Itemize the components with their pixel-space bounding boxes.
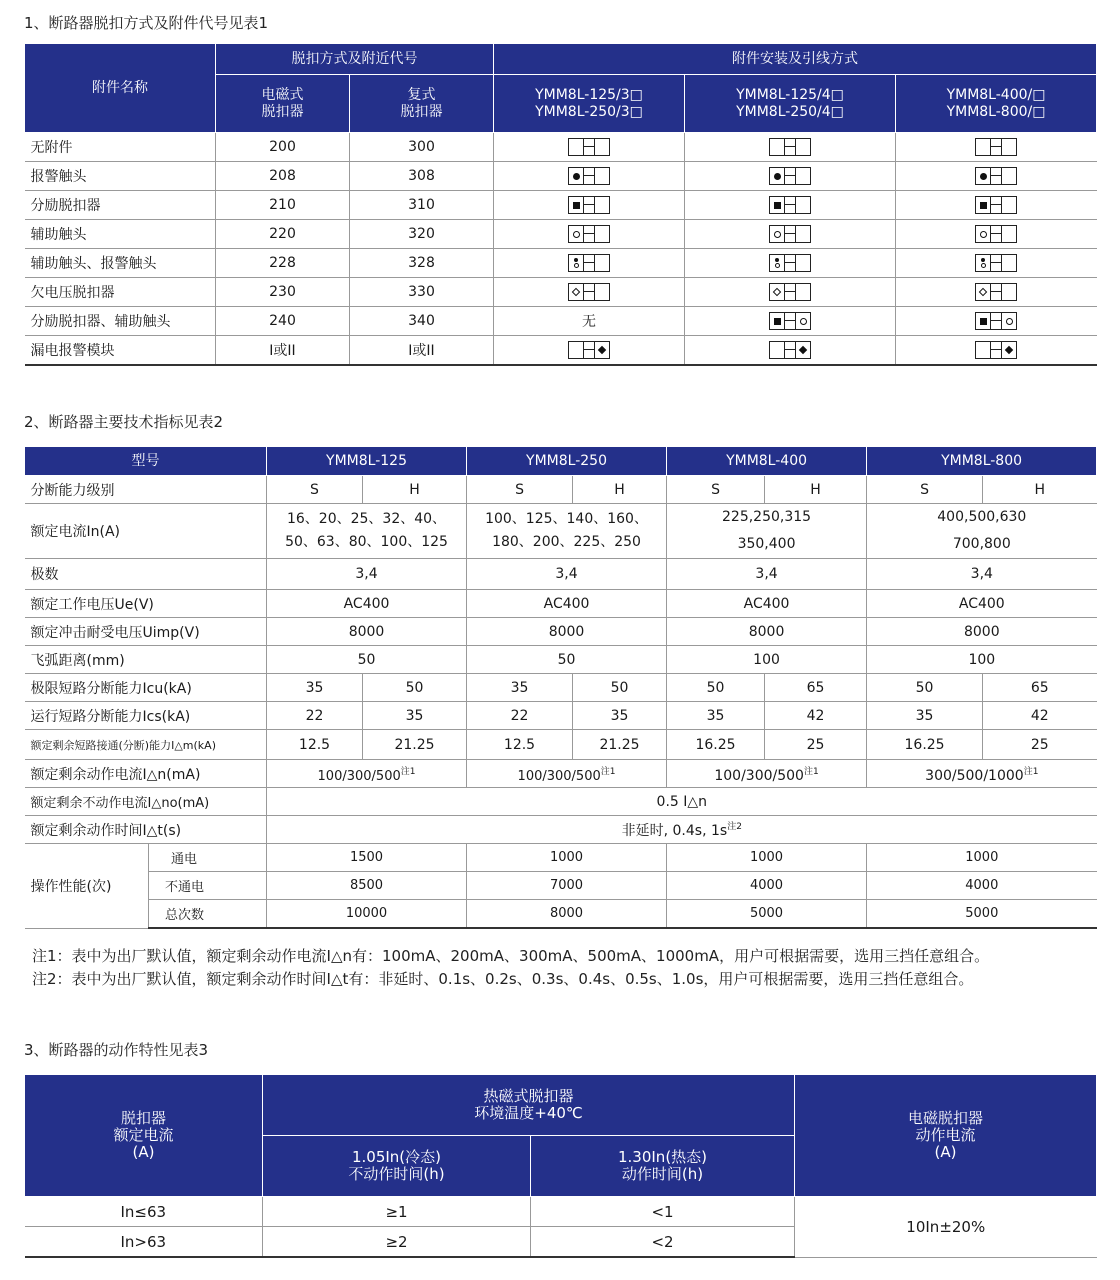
accessory-symbol-auxalarm — [769, 254, 811, 272]
symbol-cell-a — [494, 162, 685, 191]
poles-value: 3,4 — [467, 559, 667, 590]
header-hot: 1.30In(热态) 动作时间(h) — [531, 1136, 795, 1197]
level-h: H — [765, 476, 867, 504]
idm-value: 12.5 — [467, 730, 573, 760]
uimp-label: 额定冲击耐受电压Uimp(V) — [25, 618, 267, 646]
em-code: 208 — [216, 162, 350, 191]
em-code: 210 — [216, 191, 350, 220]
table2-title: 2、断路器主要技术指标见表2 — [24, 413, 224, 431]
technical-spec-table — [24, 446, 1097, 929]
compound-code: 340 — [350, 307, 494, 336]
symbol-cell-b — [685, 133, 896, 162]
idm-value: 16.25 — [867, 730, 983, 760]
header-col-b: YMM8L-125/4□ YMM8L-250/4□ — [685, 75, 896, 133]
breaking-level-label: 分断能力级别 — [25, 476, 267, 504]
idno-label: 额定剩余不动作电流I△no(mA) — [25, 788, 267, 816]
level-h: H — [983, 476, 1097, 504]
header-model: 型号 — [25, 447, 267, 476]
idt-value: 非延时, 0.4s, $1s^{注2}$ — [267, 816, 1097, 844]
uimp-value: 8000 — [267, 618, 467, 646]
symbol-cell-b — [685, 220, 896, 249]
accessory-name: 辅助触头、报警触头 — [25, 249, 216, 278]
range-cell: In>63 — [25, 1227, 263, 1258]
rated-current-400: 225,250,315 350,400 — [667, 504, 867, 559]
poles-label: 极数 — [25, 559, 267, 590]
ops-value: 8000 — [467, 900, 667, 929]
accessory-symbol-alarm — [568, 167, 610, 185]
ics-value: 22 — [267, 702, 363, 730]
table1-title: 1、断路器脱扣方式及附件代号见表1 — [24, 14, 269, 32]
accessory-symbol-under — [769, 283, 811, 301]
cold-cell: ≥2 — [263, 1227, 531, 1258]
accessory-symbol-under — [975, 283, 1017, 301]
idn-value-400: 100/300/500$^{注1}$ — [667, 760, 867, 788]
accessory-symbol-shuntaux — [975, 312, 1017, 330]
header-model-400: YMM8L-400 — [667, 447, 867, 476]
ops-value: 8500 — [267, 872, 467, 900]
arc-value-125: 50 — [267, 646, 467, 674]
range-cell: In≤63 — [25, 1197, 263, 1227]
accessory-symbol-shuntaux — [769, 312, 811, 330]
ops-value: 1000 — [667, 844, 867, 872]
em-code: 230 — [216, 278, 350, 307]
level-h: H — [363, 476, 467, 504]
ops-value: 1000 — [467, 844, 667, 872]
table3-title: 3、断路器的动作特性见表3 — [24, 1041, 209, 1059]
table1-row — [25, 220, 1097, 249]
compound-code: 310 — [350, 191, 494, 220]
symbol-cell-c — [896, 307, 1097, 336]
accessory-code-table — [24, 43, 1097, 366]
none-text: 无 — [582, 314, 596, 330]
action-characteristics-table — [24, 1074, 1097, 1258]
em-code: I或II — [216, 336, 350, 366]
accessory-symbol-blank — [568, 138, 610, 156]
accessory-symbol-shunt — [568, 196, 610, 214]
level-s: S — [867, 476, 983, 504]
em-code: 220 — [216, 220, 350, 249]
accessory-symbol-blank — [769, 138, 811, 156]
ops-value: 4000 — [867, 872, 1097, 900]
accessory-name: 无附件 — [25, 133, 216, 162]
ops-value: 7000 — [467, 872, 667, 900]
rated-current-125: 16、20、25、32、40、 50、63、80、100、125 — [267, 504, 467, 559]
level-h: H — [573, 476, 667, 504]
symbol-cell-a — [494, 191, 685, 220]
header-model-250: YMM8L-250 — [467, 447, 667, 476]
header-electromagnetic: 电磁式 脱扣器 — [216, 75, 350, 133]
ops-value: 5000 — [667, 900, 867, 929]
icu-value: 50 — [573, 674, 667, 702]
uimp-value: 8000 — [667, 618, 867, 646]
idn-label: 额定剩余动作电流I△n(mA) — [25, 760, 267, 788]
compound-code: I或II — [350, 336, 494, 366]
note-2: 注2：表中为出厂默认值，额定剩余动作时间I△t有：非延时、0.1s、0.2s、0.3s、0.4s、0.5s、1.0s，用户可根据需要，选用三挡任意组合。 — [32, 970, 974, 988]
table1-row — [25, 278, 1097, 307]
symbol-cell-a — [494, 278, 685, 307]
icu-value: 50 — [667, 674, 765, 702]
ops-row-label: 总次数 — [149, 900, 267, 929]
symbol-cell-b — [685, 249, 896, 278]
symbol-cell-c — [896, 162, 1097, 191]
icu-value: 50 — [867, 674, 983, 702]
icu-label: 极限短路分断能力Icu(kA) — [25, 674, 267, 702]
accessory-symbol-auxalarm — [568, 254, 610, 272]
idm-value: 25 — [983, 730, 1097, 760]
symbol-cell-a — [494, 307, 685, 336]
ics-value: 42 — [983, 702, 1097, 730]
compound-code: 300 — [350, 133, 494, 162]
symbol-cell-c — [896, 336, 1097, 366]
ics-label: 运行短路分断能力Ics(kA) — [25, 702, 267, 730]
symbol-cell-c — [896, 249, 1097, 278]
accessory-symbol-aux — [568, 225, 610, 243]
accessory-symbol-auxalarm — [975, 254, 1017, 272]
header-thermal: 热磁式脱扣器 环境温度+40℃ — [263, 1075, 795, 1136]
ops-value: 4000 — [667, 872, 867, 900]
symbol-cell-a — [494, 220, 685, 249]
symbol-cell-c — [896, 191, 1097, 220]
ue-value: AC400 — [467, 590, 667, 618]
accessory-name: 分励脱扣器、辅助触头 — [25, 307, 216, 336]
accessory-name: 漏电报警模块 — [25, 336, 216, 366]
symbol-cell-b — [685, 307, 896, 336]
idn-value-250: 100/300/500$^{注1}$ — [467, 760, 667, 788]
idm-value: 25 — [765, 730, 867, 760]
ops-value: 10000 — [267, 900, 467, 929]
icu-value: 35 — [267, 674, 363, 702]
symbol-cell-b — [685, 191, 896, 220]
table2-notes — [32, 945, 989, 991]
accessory-symbol-shunt — [769, 196, 811, 214]
rated-current-800: 400,500,630 700,800 — [867, 504, 1097, 559]
accessory-name: 分励脱扣器 — [25, 191, 216, 220]
symbol-cell-a — [494, 133, 685, 162]
rated-current-250: 100、125、140、160、 180、200、225、250 — [467, 504, 667, 559]
accessory-name: 欠电压脱扣器 — [25, 278, 216, 307]
symbol-cell-b — [685, 162, 896, 191]
level-s: S — [467, 476, 573, 504]
header-compound: 复式 脱扣器 — [350, 75, 494, 133]
ue-label: 额定工作电压Ue(V) — [25, 590, 267, 618]
ops-value: 1500 — [267, 844, 467, 872]
poles-value: 3,4 — [867, 559, 1097, 590]
hot-cell: <2 — [531, 1227, 795, 1258]
accessory-symbol-alarm — [769, 167, 811, 185]
table1-row — [25, 162, 1097, 191]
arc-value-250: 50 — [467, 646, 667, 674]
hot-cell: <1 — [531, 1197, 795, 1227]
symbol-cell-c — [896, 220, 1097, 249]
accessory-symbol-under — [568, 283, 610, 301]
ics-value: 35 — [867, 702, 983, 730]
accessory-symbol-blank — [975, 138, 1017, 156]
em-code: 240 — [216, 307, 350, 336]
accessory-symbol-leak — [568, 341, 610, 359]
accessory-symbol-aux — [975, 225, 1017, 243]
ue-value: AC400 — [267, 590, 467, 618]
idno-value: 0.5 I△n — [267, 788, 1097, 816]
accessory-symbol-leak — [975, 341, 1017, 359]
ops-value: 5000 — [867, 900, 1097, 929]
accessory-symbol-aux — [769, 225, 811, 243]
accessory-symbol-leak — [769, 341, 811, 359]
idm-label: 额定剩余短路接通(分断)能力I△m(kA) — [25, 730, 267, 760]
ops-row-label: 通电 — [149, 844, 267, 872]
level-s: S — [267, 476, 363, 504]
uimp-value: 8000 — [867, 618, 1097, 646]
compound-code: 320 — [350, 220, 494, 249]
symbol-cell-c — [896, 133, 1097, 162]
compound-code: 328 — [350, 249, 494, 278]
icu-value: 65 — [983, 674, 1097, 702]
header-install-group: 附件安装及引线方式 — [494, 44, 1097, 75]
ue-value: AC400 — [667, 590, 867, 618]
cold-cell: ≥1 — [263, 1197, 531, 1227]
idm-value: 21.25 — [573, 730, 667, 760]
symbol-cell-a — [494, 336, 685, 366]
symbol-cell-c — [896, 278, 1097, 307]
compound-code: 308 — [350, 162, 494, 191]
em-code: 228 — [216, 249, 350, 278]
ops-label: 操作性能(次) — [25, 844, 149, 929]
ue-value: AC400 — [867, 590, 1097, 618]
accessory-name: 辅助触头 — [25, 220, 216, 249]
note-1: 注1：表中为出厂默认值，额定剩余动作电流I△n有：100mA、200mA、300mA、500mA、1000mA，用户可根据需要，选用三挡任意组合。 — [32, 947, 990, 965]
compound-code: 330 — [350, 278, 494, 307]
ics-value: 35 — [573, 702, 667, 730]
header-trip-group: 脱扣方式及附近代号 — [216, 44, 494, 75]
poles-value: 3,4 — [267, 559, 467, 590]
icu-value: 65 — [765, 674, 867, 702]
symbol-cell-b — [685, 278, 896, 307]
ics-value: 35 — [363, 702, 467, 730]
uimp-value: 8000 — [467, 618, 667, 646]
idn-value-125: 100/300/500$^{注1}$ — [267, 760, 467, 788]
arc-value-800: 100 — [867, 646, 1097, 674]
accessory-name: 报警触头 — [25, 162, 216, 191]
arc-label: 飞弧距离(mm) — [25, 646, 267, 674]
header-col-a: YMM8L-125/3□ YMM8L-250/3□ — [494, 75, 685, 133]
idm-value: 21.25 — [363, 730, 467, 760]
idn-value-800: 300/500/1000$^{注1}$ — [867, 760, 1097, 788]
em-value-cell: 10In±20% — [795, 1197, 1097, 1258]
header-model-125: YMM8L-125 — [267, 447, 467, 476]
ics-value: 22 — [467, 702, 573, 730]
table1-row — [25, 307, 1097, 336]
ops-row-label: 不通电 — [149, 872, 267, 900]
table1-row — [25, 249, 1097, 278]
table1-row — [25, 336, 1097, 366]
em-code: 200 — [216, 133, 350, 162]
header-col-c: YMM8L-400/□ YMM8L-800/□ — [896, 75, 1097, 133]
symbol-cell-a — [494, 249, 685, 278]
idt-label: 额定剩余动作时间I△t(s) — [25, 816, 267, 844]
level-s: S — [667, 476, 765, 504]
table1-row — [25, 133, 1097, 162]
header-em-current: 电磁脱扣器 动作电流 (A) — [795, 1075, 1097, 1197]
rated-current-label: 额定电流In(A) — [25, 504, 267, 559]
header-model-800: YMM8L-800 — [867, 447, 1097, 476]
icu-value: 50 — [363, 674, 467, 702]
header-cold: 1.05In(冷态) 不动作时间(h) — [263, 1136, 531, 1197]
table1-row — [25, 191, 1097, 220]
poles-value: 3,4 — [667, 559, 867, 590]
header-rated-current: 脱扣器 额定电流 (A) — [25, 1075, 263, 1197]
idm-value: 12.5 — [267, 730, 363, 760]
ics-value: 35 — [667, 702, 765, 730]
accessory-symbol-shunt — [975, 196, 1017, 214]
ics-value: 42 — [765, 702, 867, 730]
symbol-cell-b — [685, 336, 896, 366]
header-accessory-name: 附件名称 — [25, 44, 216, 133]
icu-value: 35 — [467, 674, 573, 702]
accessory-symbol-alarm — [975, 167, 1017, 185]
arc-value-400: 100 — [667, 646, 867, 674]
ops-value: 1000 — [867, 844, 1097, 872]
idm-value: 16.25 — [667, 730, 765, 760]
